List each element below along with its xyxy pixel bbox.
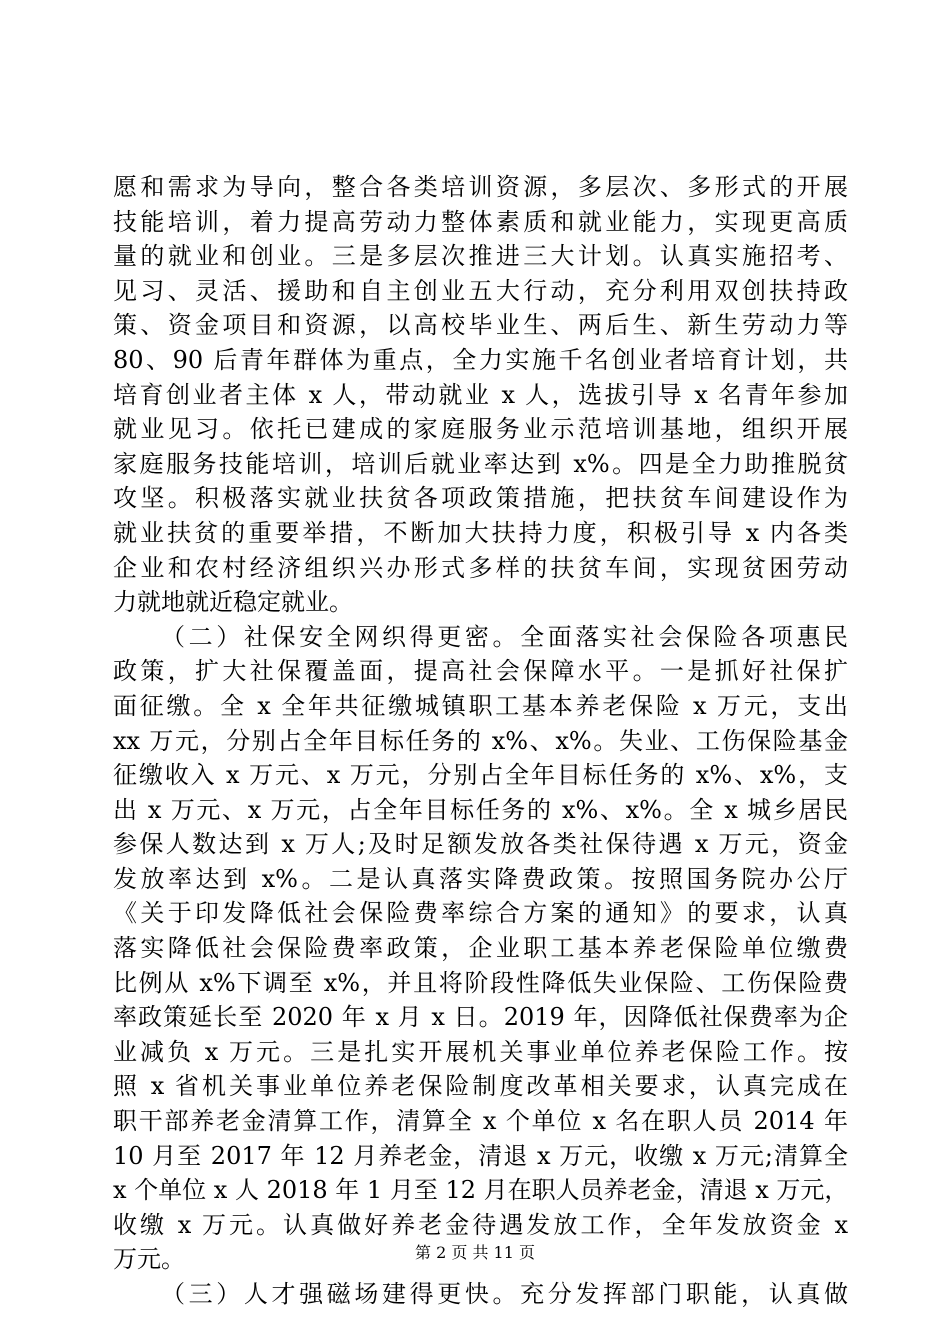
text-line: 业减负 x 万元。三是扎实开展机关事业单位养老保险工作。按 <box>113 1037 848 1066</box>
text-line: 家庭服务技能培训，培训后就业率达到 x%。四是全力助推脱贫 <box>113 449 848 478</box>
text-line: 照 x 省机关事业单位养老保险制度改革相关要求，认真完成在 <box>113 1072 848 1101</box>
text-line: 10 月至 2017 年 12 月养老金，清退 x 万元，收缴 x 万元;清算全 <box>113 1141 848 1170</box>
text-line: 政策，扩大社保覆盖面，提高社会保障水平。一是抓好社保扩 <box>113 657 848 686</box>
text-line: 策、资金项目和资源，以高校毕业生、两后生、新生劳动力等 <box>113 311 848 340</box>
page-footer: 第 2 页 共 11 页 <box>415 1243 535 1262</box>
text-line: 攻坚。积极落实就业扶贫各项政策措施，把扶贫车间建设作为 <box>113 484 848 513</box>
text-line: 就业见习。依托已建成的家庭服务业示范培训基地，组织开展 <box>113 415 848 444</box>
text-line: 参保人数达到 x 万人;及时足额发放各类社保待遇 x 万元，资金 <box>113 830 848 859</box>
text-line: 见习、灵活、援助和自主创业五大行动，充分利用双创扶持政 <box>113 276 848 305</box>
text-line: 就业扶贫的重要举措，不断加大扶持力度，积极引导 x 内各类 <box>113 518 848 547</box>
text-line: 万元。 <box>113 1245 185 1274</box>
text-line: 培育创业者主体 x 人，带动就业 x 人，选拔引导 x 名青年参加 <box>113 380 848 409</box>
text-line: 企业和农村经济组织兴办形式多样的扶贫车间，实现贫困劳动 <box>113 553 848 582</box>
paragraph-heading-line: （二）社保安全网织得更密。全面落实社会保险各项惠民 <box>161 622 848 651</box>
text-line: 比例从 x%下调至 x%，并且将阶段性降低失业保险、工伤保险费 <box>113 968 848 997</box>
text-line: 出 x 万元、x 万元，占全年目标任务的 x%、x%。全 x 城乡居民 <box>113 795 848 824</box>
text-line: 落实降低社会保险费率政策，企业职工基本养老保险单位缴费 <box>113 934 848 963</box>
text-line: 量的就业和创业。三是多层次推进三大计划。认真实施招考、 <box>113 242 848 271</box>
text-line: 愿和需求为导向，整合各类培训资源，多层次、多形式的开展 <box>113 173 848 201</box>
text-line: 面征缴。全 x 全年共征缴城镇职工基本养老保险 x 万元，支出 <box>113 691 848 720</box>
text-line: 《关于印发降低社会保险费率综合方案的通知》的要求，认真 <box>113 899 848 928</box>
text-line: 力就地就近稳定就业。 <box>113 588 353 617</box>
text-line: 率政策延长至 2020 年 x 月 x 日。2019 年，因降低社保费率为企 <box>113 1003 848 1032</box>
document-body <box>113 170 848 1312</box>
paragraph-heading-line: （三）人才强磁场建得更快。充分发挥部门职能，认真做 <box>161 1280 848 1308</box>
text-line: 80、90 后青年群体为重点，全力实施千名创业者培育计划，共 <box>113 345 848 374</box>
text-line: 发放率达到 x%。二是认真落实降费政策。按照国务院办公厅 <box>113 864 848 893</box>
text-line: x 个单位 x 人 2018 年 1 月至 12 月在职人员养老金，清退 x 万元， <box>113 1176 849 1205</box>
text-line: 技能培训，着力提高劳动力整体素质和就业能力，实现更高质 <box>113 207 848 236</box>
text-line: 职干部养老金清算工作，清算全 x 个单位 x 名在职人员 2014 年 <box>113 1107 848 1136</box>
text-line: 收缴 x 万元。认真做好养老金待遇发放工作，全年发放资金 x <box>113 1210 848 1239</box>
text-line: xx 万元，分别占全年目标任务的 x%、x%。失业、工伤保险基金 <box>113 726 848 755</box>
text-line: 征缴收入 x 万元、x 万元，分别占全年目标任务的 x%、x%，支 <box>113 761 848 790</box>
